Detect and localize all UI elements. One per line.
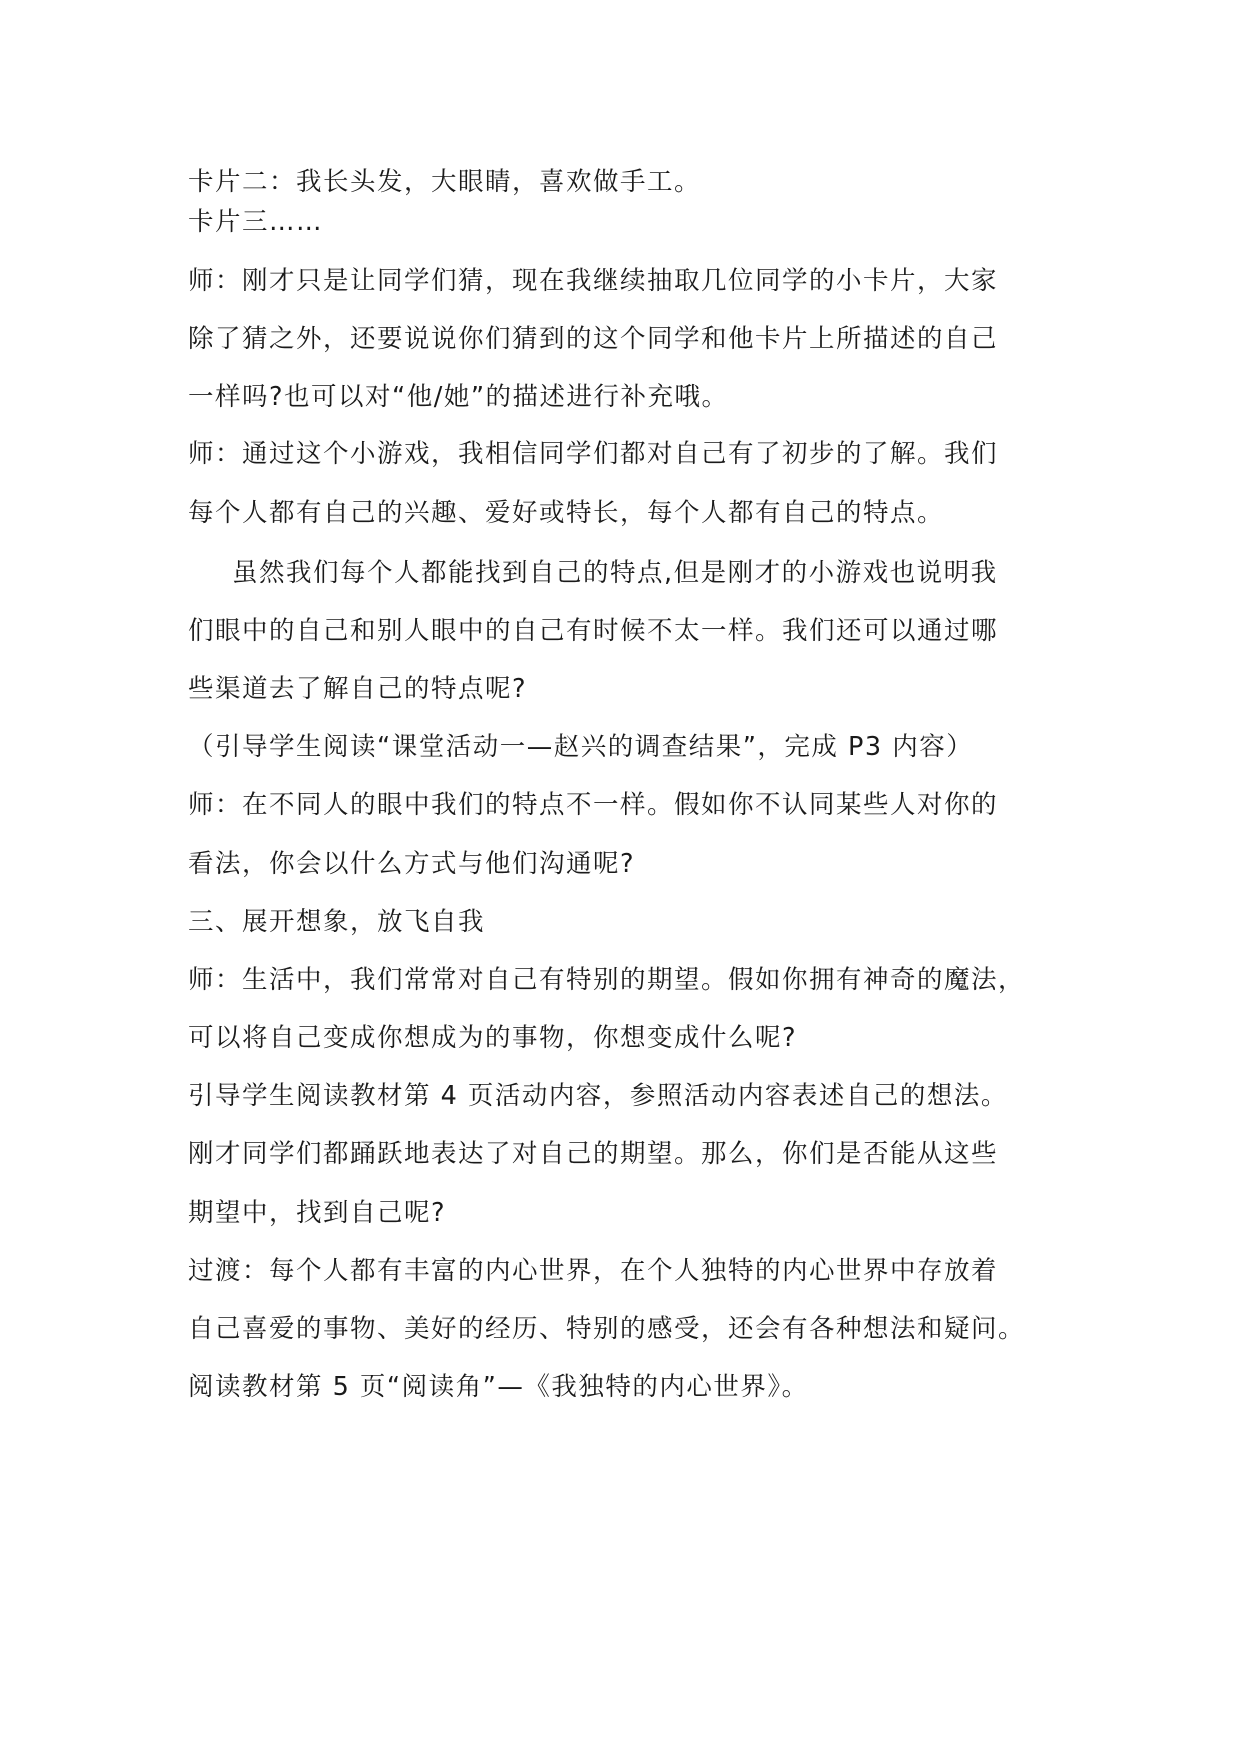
section-heading: 三、展开想象，放飞自我 (188, 907, 486, 937)
text-line: 师：在不同人的眼中我们的特点不一样。假如你不认同某些人对你的 (188, 790, 999, 820)
text-line: （引导学生阅读“课堂活动一—赵兴的调查结果”，完成 P3 内容） (188, 732, 974, 762)
text-line: 看法，你会以什么方式与他们沟通呢? (188, 849, 636, 879)
text-line: 期望中，找到自己呢? (188, 1198, 447, 1228)
text-line: 一样吗?也可以对“他/她”的描述进行补充哦。 (188, 382, 729, 412)
text-line: 师：生活中，我们常常对自己有特别的期望。假如你拥有神奇的魔法， (188, 965, 1026, 995)
text-line-indented: 虽然我们每个人都能找到自己的特点,但是刚才的小游戏也说明我 (232, 558, 998, 588)
text-line: 卡片三…… (188, 207, 324, 237)
text-line: 些渠道去了解自己的特点呢? (188, 674, 528, 704)
text-line: 除了猜之外，还要说说你们猜到的这个同学和他卡片上所描述的自己 (188, 324, 999, 354)
text-line: 每个人都有自己的兴趣、爱好或特长，每个人都有自己的特点。 (188, 498, 945, 528)
text-line: 师：通过这个小游戏，我相信同学们都对自己有了初步的了解。我们 (188, 439, 999, 469)
text-line: 自己喜爱的事物、美好的经历、特别的感受，还会有各种想法和疑问。 (188, 1314, 1026, 1344)
text-line: 刚才同学们都踊跃地表达了对自己的期望。那么，你们是否能从这些 (188, 1139, 999, 1169)
text-line: 过渡：每个人都有丰富的内心世界，在个人独特的内心世界中存放着 (188, 1256, 999, 1286)
text-line: 师：刚才只是让同学们猜，现在我继续抽取几位同学的小卡片，大家 (188, 266, 999, 296)
text-line: 引导学生阅读教材第 4 页活动内容，参照活动内容表述自己的想法。 (188, 1081, 1008, 1111)
text-line: 阅读教材第 5 页“阅读角”—《我独特的内心世界》。 (188, 1372, 809, 1402)
text-line: 卡片二：我长头发，大眼睛，喜欢做手工。 (188, 167, 702, 197)
text-line: 们眼中的自己和别人眼中的自己有时候不太一样。我们还可以通过哪 (188, 616, 999, 646)
text-line: 可以将自己变成你想成为的事物，你想变成什么呢? (188, 1023, 798, 1053)
